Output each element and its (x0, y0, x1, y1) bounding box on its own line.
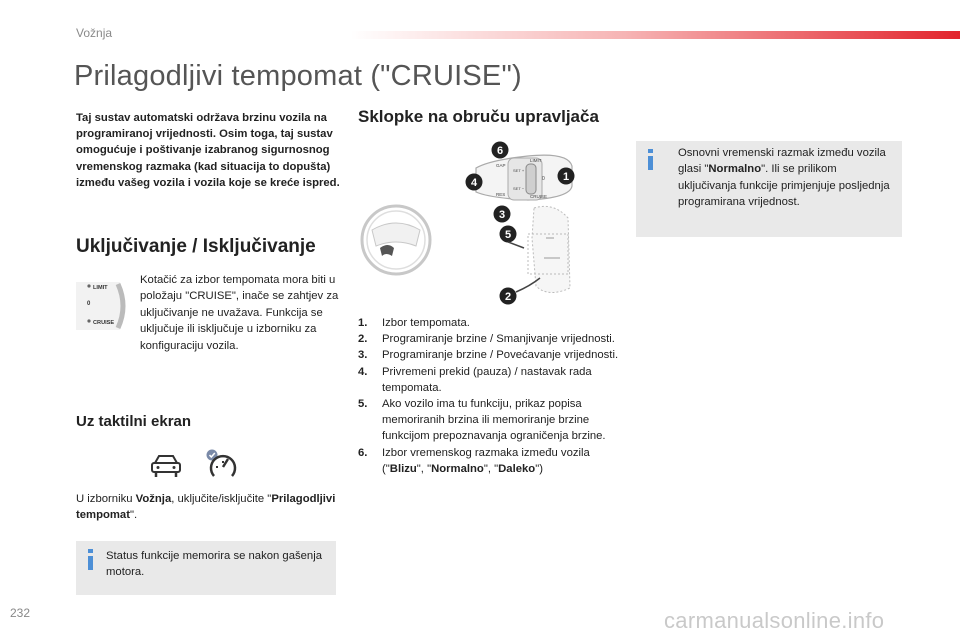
list-item: 6. Izbor vremenskog razmaka između vozila ("Blizu", "Normalno", "Daleko") (358, 446, 590, 475)
lever-set-plus-label: SET + (513, 168, 525, 173)
lever-cruise-label: CRUISE (530, 194, 548, 199)
menu-instruction: U izborniku Vožnja, uključite/isključite "Prilagodljivi tempomat". (76, 493, 336, 522)
page-title: Prilagodljivi tempomat ("CRUISE") (74, 60, 522, 92)
callout-2 (500, 288, 517, 305)
adaptive-cruise-gauge-icon (202, 448, 242, 480)
intro-paragraph: Taj sustav automatski održava brzinu vozila na programiranoj vrijednosti. Osim toga, taj sustav omogućuje i poštivanje izabranog sigurnosnog vremenskog razmaka (kad situacija to dopušta) između vašeg vozila i vozila koje se kreće ispred. (76, 112, 340, 189)
svg-text:5: 5 (504, 229, 512, 241)
lever-gap-label: GAP (496, 163, 506, 168)
lever-zero-label: 0 (542, 176, 545, 182)
callout-3 (494, 206, 511, 223)
info-icon (88, 549, 93, 570)
watermark: carmanualsonline.info (664, 608, 885, 633)
memory-note-box (76, 541, 336, 595)
section-label: Vožnja (76, 26, 113, 40)
steering-wheel-drawing (362, 206, 430, 274)
svg-text:2: 2 (504, 291, 512, 303)
cruise-selector-illustration (74, 280, 138, 332)
list-item: 4. Privremeni prekid (pauza) / nastavak rada tempomata. (358, 365, 592, 394)
steering-heading: Sklopke na obruču upravljača (358, 107, 599, 126)
memory-note-text: Status funkcije memorira se nakon gašenja motora. (106, 550, 323, 579)
selector-limit-label: LIMIT (93, 285, 108, 291)
menu-name: Vožnja (135, 493, 172, 505)
touch-heading: Uz taktilni ekran (76, 413, 192, 430)
callout-6 (492, 142, 509, 159)
gap-note-text: Osnovni vremenski razmak između vozila glasi "Normalno". Ili se prilikom uključivanja funkcije primjenjuje posljednja programirana vrijednost. (678, 147, 890, 209)
callout-1 (558, 168, 575, 185)
gap-note-box (636, 141, 902, 237)
callout-4 (466, 174, 483, 191)
controls-list (358, 315, 620, 477)
page-number: 232 (10, 606, 31, 620)
function-name: Prilagodljivi tempomat (76, 493, 336, 522)
svg-text:3: 3 (498, 209, 506, 221)
svg-text:6: 6 (496, 145, 504, 157)
svg-text:1: 1 (562, 171, 570, 183)
onoff-heading: Uključivanje / Isključivanje (76, 236, 316, 257)
list-item: 3. Programiranje brzine / Povećavanje vrijednosti. (358, 349, 619, 362)
selector-zero-label: 0 (87, 301, 91, 307)
svg-text:4: 4 (470, 177, 478, 189)
callout-5 (500, 226, 517, 243)
selector-cruise-label: CRUISE (93, 320, 115, 326)
onoff-paragraph: Kotačić za izbor tempomata mora biti u položaju "CRUISE", inače se zahtjev za uključivanje ne uvažava. Funkcija se uključuje ili isključuje u izborniku za konfiguraciju vozila. (140, 274, 339, 352)
driving-car-icon (148, 452, 184, 480)
lever-limit-label: LIMIT (530, 158, 542, 163)
lever-set-minus-label: SET − (513, 186, 525, 191)
info-icon (648, 149, 653, 170)
list-item: 1. Izbor tempomata. (358, 317, 470, 329)
header-accent-bar (350, 31, 960, 39)
list-item: 2. Programiranje brzine / Smanjivanje vrijednosti. (358, 333, 615, 346)
steering-controls-illustration (358, 138, 622, 310)
lever-res-label: RES (496, 192, 506, 197)
list-item: 5. Ako vozilo ima tu funkciju, prikaz popisa memoriranih brzina ili memoriranje brzine funkcijom prepoznavanja ograničenja brzine. (358, 398, 606, 443)
